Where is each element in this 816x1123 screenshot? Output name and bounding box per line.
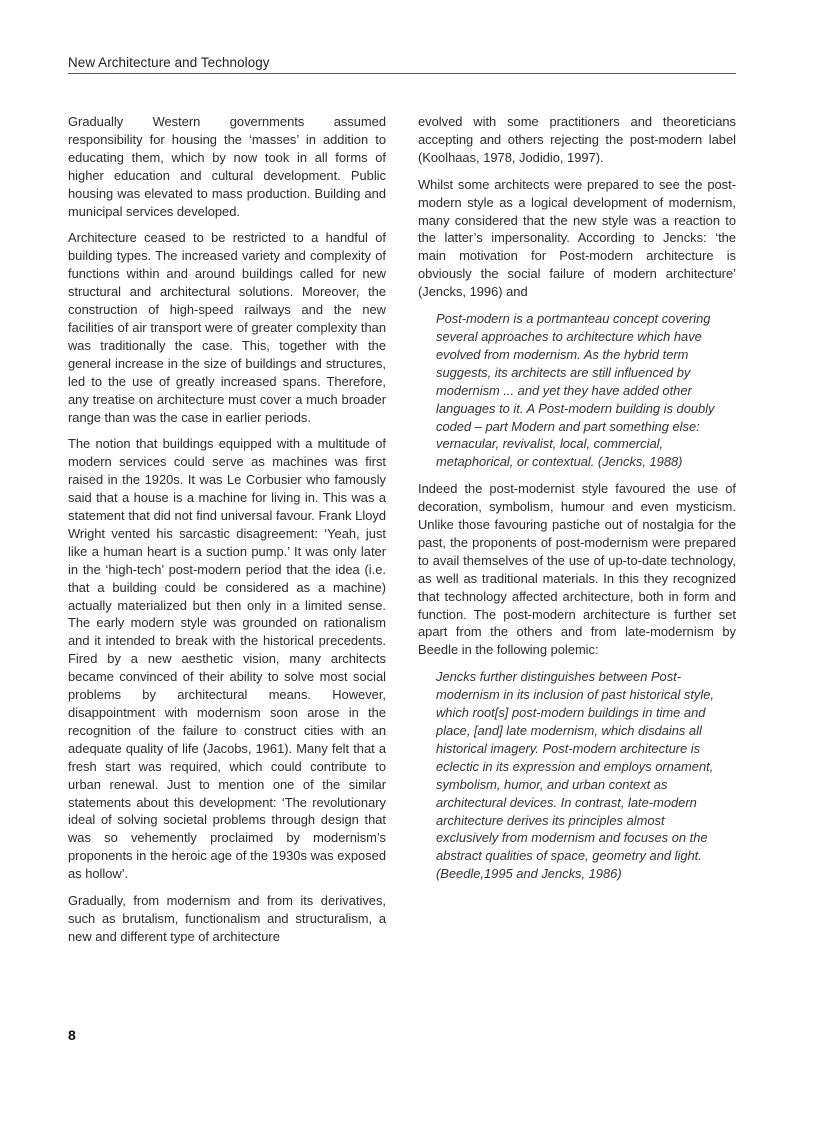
body-paragraph: Architecture ceased to be restricted to a handful of building types. The increased variety and complexity of functions within and around buildings called for new structural and architectural solutions. Moreover, the construction of high-speed railways and the new facilities of air transport were of greater complexity than was traditionally the case. This, together with the general increase in the size of buildings and structures, led to the use of greatly increased spans. Therefore, any treatise on architecture must cover a much broader range than was the case in earlier periods.: [68, 230, 386, 425]
body-paragraph: Gradually, from modernism and from its derivatives, such as brutalism, functionalism and structuralism, a new and different type of architecture: [68, 893, 386, 944]
page-number: 8: [68, 1027, 76, 1043]
block-quote-beedle: Jencks further distinguishes between Post-modernism in its inclusion of past historical style, which root[s] post-modern buildings in time and place, [and] late modernism, which disdains all historical imagery. Post-modern architecture is eclectic in its expression and employs ornament, symbolism, humor, and urban context as architectural devices. In contrast, late-modern architecture derives its principles almost exclusively from modernism and focuses on the abstract qualities of space, geometry and light. (Beedle,1995 and Jencks, 1986): [436, 669, 714, 882]
running-header: [68, 55, 736, 74]
right-column: [418, 113, 736, 892]
body-paragraph: The notion that buildings equipped with a multitude of modern services could serve as machines was first raised in the 1920s. It was Le Corbusier who famously said that a house is a machine for living in. This was a statement that did not find universal favour. Frank Lloyd Wright vented his sarcastic disagreement: ‘Yeah, just like a human heart is a suction pump.’ It was only later in the ‘high-tech’ post-modern period that the idea (i.e. that a building could be considered as a machine) actually materialized but then only in a limited sense. The early modern style was grounded on rationalism and it intended to break with the historical precedents. Fired by a new aesthetic vision, many architects became convinced of their ability to solve most social problems by architectural means. However, disappointment with modernism soon arose in the recognition of the failure to construct cities with an adequate quality of life (Jacobs, 1961). Many felt that a fresh start was required, which could contribute to urban renewal. Just to mention one of the similar statements about this development: ‘The revolutionary ideal of solving societal problems through design that was so vehemently proclaimed by modernism’s proponents in the heroic age of the 1930s was exposed as hollow’.: [68, 436, 386, 882]
body-paragraph: Gradually Western governments assumed responsibility for housing the ‘masses’ in addition to educating them, which by now took in all forms of higher education and cultural development. Public housing was elevated to mass production. Building and municipal services developed.: [68, 114, 386, 219]
body-paragraph: evolved with some practitioners and theoreticians accepting and others rejecting the post-modern label (Koolhaas, 1978, Jodidio, 1997).: [418, 114, 736, 165]
header-divider: [68, 73, 736, 74]
left-column: [68, 113, 386, 955]
running-title: New Architecture and Technology: [68, 55, 270, 70]
body-paragraph: Whilst some architects were prepared to see the post-modern style as a logical development of modernism, many considered that the new style was a reaction to the latter’s impersonality. According to Jencks: ‘the main motivation for Post-modern architecture is obviously the social failure of modern architecture’ (Jencks, 1996) and: [418, 176, 736, 300]
body-paragraph: Indeed the post-modernist style favoured the use of decoration, symbolism, humour and even mysticism. Unlike those favouring pastiche out of nostalgia for the past, the proponents of post-modernism were prepared to avail themselves of the use of up-to-date technology, as well as traditional materials. In this they recognized that technology affected architecture, both in form and function. The post-modern architecture is further set apart from the others and from late-modernism by Beedle in the following polemic:: [418, 481, 736, 658]
block-quote-jencks: Post-modern is a portmanteau concept covering several approaches to architecture which have evolved from modernism. As the hybrid term suggests, its architects are still influenced by modernism ... and yet they have added other languages to it. A Post-modern building is doubly coded – part Modern and part something else: vernacular, revivalist, local, commercial, metaphorical, or contextual. (Jencks, 1988): [436, 311, 715, 470]
